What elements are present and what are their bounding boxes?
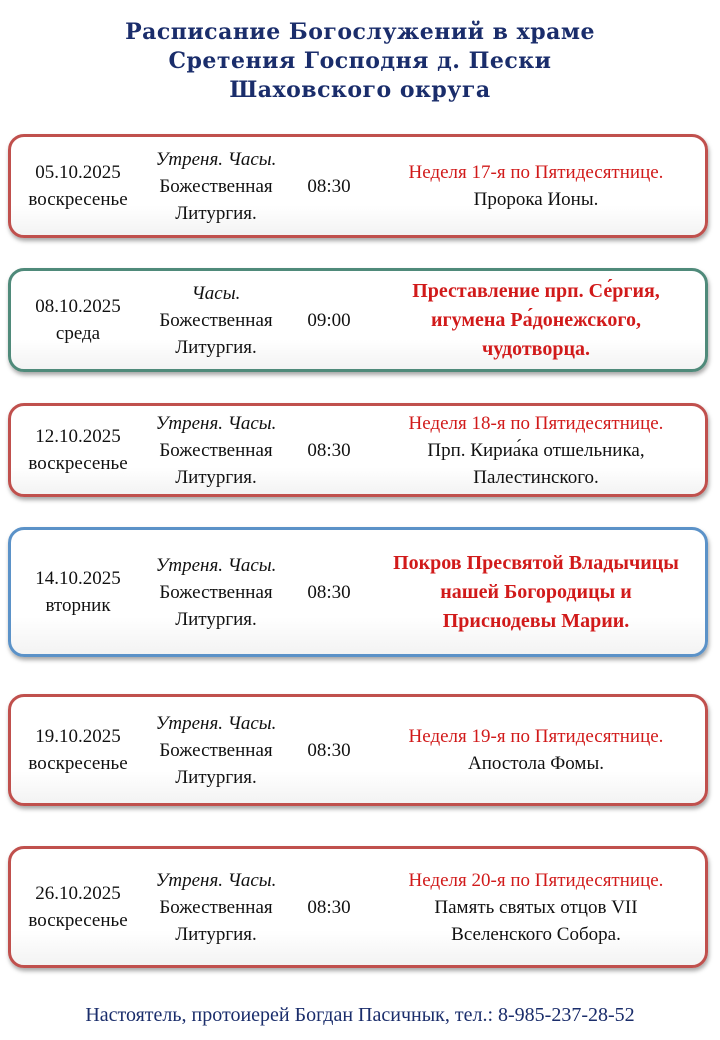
feast-title: нашей Богородицы и (440, 580, 632, 603)
date-cell (11, 849, 145, 965)
feast-cell (363, 697, 709, 803)
service-weekday: воскресенье (28, 453, 128, 474)
service-line: Божественная (159, 581, 273, 603)
time-cell (294, 406, 364, 494)
date-cell (11, 271, 145, 369)
date-cell (11, 697, 145, 803)
feast-title: Неделя 19-я по Пятидесятнице. (408, 726, 664, 747)
service-date: 19.10.2025 (35, 726, 121, 747)
service-cell (141, 271, 291, 369)
service-date: 08.10.2025 (35, 296, 121, 317)
time-cell (294, 849, 364, 965)
feast-title: Неделя 18-я по Пятидесятнице. (408, 412, 664, 434)
feast-title: чудотворца. (481, 337, 590, 360)
feast-line: Пророка Ионы. (473, 189, 599, 210)
title-line-1: Расписание Богослужений в храме (125, 19, 595, 45)
service-time: 08:30 (307, 896, 351, 918)
service-weekday: воскресенье (28, 910, 128, 931)
feast-cell (363, 137, 709, 235)
date-cell (11, 530, 145, 654)
service-line: Литургия. (175, 766, 257, 788)
feast-cell (363, 271, 709, 369)
service-date: 12.10.2025 (35, 426, 121, 447)
feast-title: Неделя 20-я по Пятидесятнице. (408, 869, 664, 891)
service-line: Божественная (159, 175, 273, 197)
date-cell (11, 406, 145, 494)
service-time: 08:30 (307, 739, 351, 761)
feast-line: Вселенского Собора. (451, 923, 621, 945)
service-card (8, 403, 708, 497)
service-cell (141, 697, 291, 803)
time-cell (294, 271, 364, 369)
service-time: 08:30 (307, 581, 351, 603)
feast-title: Приснодевы Марии. (442, 609, 630, 632)
service-weekday: среда (55, 323, 101, 344)
footer-contact: Настоятель, протоиерей Богдан Пасичнык, тел.: 8-985-237-28-52 (85, 1004, 635, 1026)
feast-title: Неделя 17-я по Пятидесятнице. (408, 162, 664, 183)
service-line: Литургия. (175, 608, 257, 630)
feast-title: Преставление прп. Се́ргия, (412, 279, 660, 302)
title-line-3: Шаховского округа (229, 77, 491, 103)
feast-title: Покров Пресвятой Владычицы (393, 551, 679, 574)
service-type: Утреня. Часы. (155, 412, 277, 434)
service-card (8, 527, 708, 657)
feast-line: Апостола Фомы. (468, 753, 604, 774)
page-title (0, 18, 720, 105)
title-line-2: Сретения Господня д. Пески (168, 48, 552, 74)
service-line: Божественная (159, 309, 273, 331)
service-line: Литургия. (175, 202, 257, 224)
service-cell (141, 406, 291, 494)
service-card (8, 846, 708, 968)
service-weekday: воскресенье (28, 189, 128, 210)
service-card (8, 268, 708, 372)
service-line: Литургия. (175, 923, 257, 945)
service-line: Литургия. (175, 336, 257, 358)
service-date: 14.10.2025 (35, 568, 121, 589)
service-cell (141, 137, 291, 235)
service-time: 08:30 (307, 439, 351, 461)
feast-cell (363, 406, 709, 494)
service-line: Литургия. (175, 466, 257, 488)
time-cell (294, 137, 364, 235)
service-card (8, 134, 708, 238)
service-weekday: воскресенье (28, 753, 128, 774)
service-line: Божественная (159, 896, 273, 918)
service-card (8, 694, 708, 806)
feast-cell (363, 530, 709, 654)
service-date: 05.10.2025 (35, 162, 121, 183)
service-type: Утреня. Часы. (155, 869, 277, 891)
service-date: 26.10.2025 (35, 883, 121, 904)
service-time: 08:30 (307, 175, 351, 197)
service-type: Утреня. Часы. (155, 554, 277, 576)
service-type: Часы. (191, 282, 241, 304)
service-time: 09:00 (307, 309, 351, 331)
time-cell (294, 530, 364, 654)
feast-line: Прп. Кириа́ка отшельника, (427, 439, 645, 461)
service-weekday: вторник (45, 595, 111, 616)
feast-cell (363, 849, 709, 965)
service-line: Божественная (159, 739, 273, 761)
feast-line: Память святых отцов VII (434, 896, 638, 918)
service-line: Божественная (159, 439, 273, 461)
time-cell (294, 697, 364, 803)
feast-line: Палестинского. (473, 466, 599, 488)
service-type: Утреня. Часы. (155, 712, 277, 734)
service-type: Утреня. Часы. (155, 148, 277, 170)
date-cell (11, 137, 145, 235)
service-cell (141, 530, 291, 654)
service-cell (141, 849, 291, 965)
feast-title: игумена Ра́донежского, (431, 308, 641, 331)
